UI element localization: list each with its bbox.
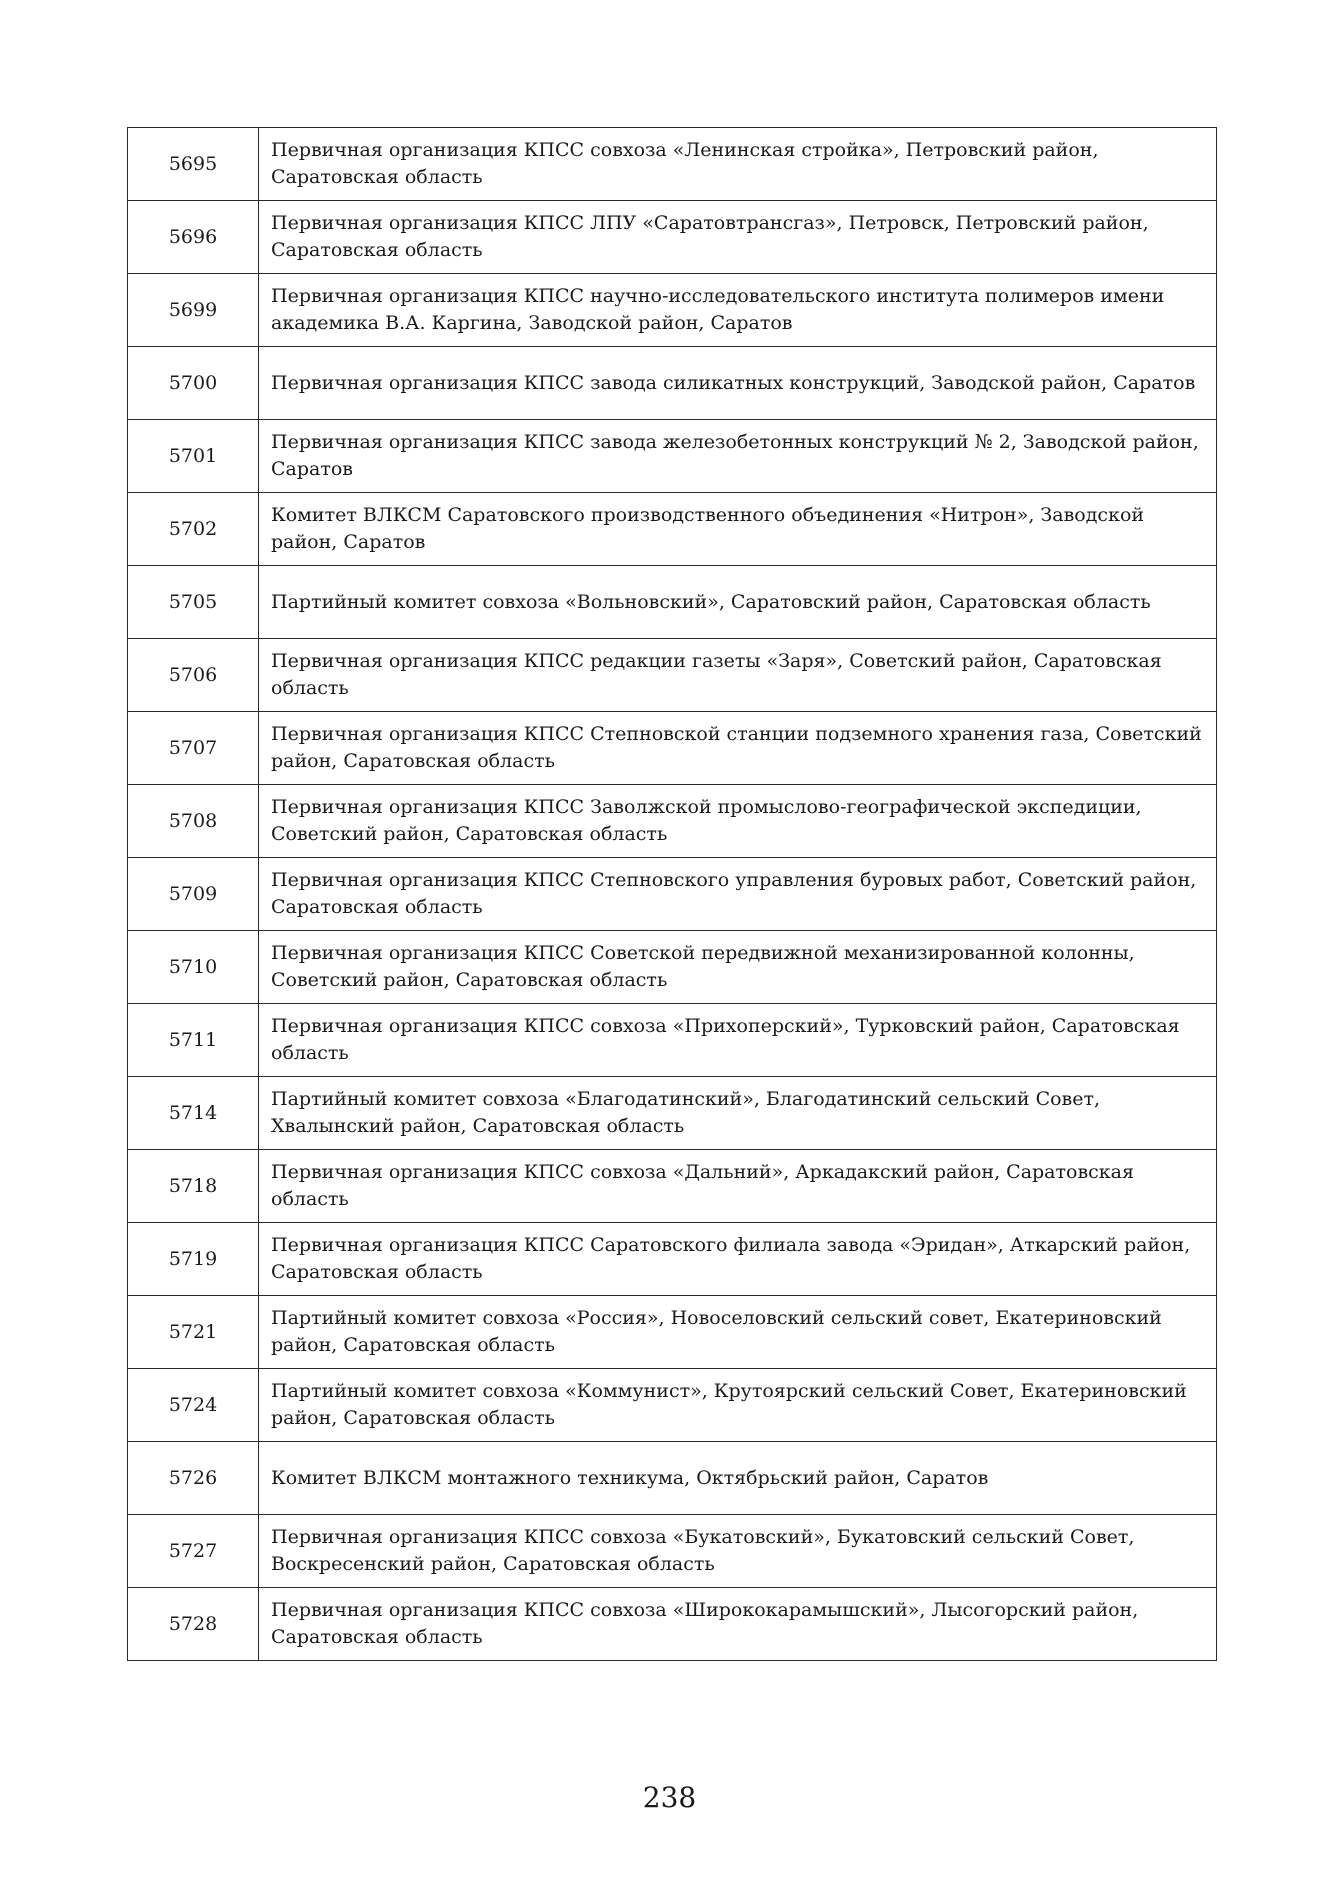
fund-number: 5699 xyxy=(128,274,259,347)
table-row xyxy=(128,566,1217,639)
fund-description: Партийный комитет совхоза «Благодатинский», Благодатинский сельский Совет, Хвалынский район, Саратовская область xyxy=(259,1077,1217,1150)
fund-description: Комитет ВЛКСМ монтажного техникума, Октябрьский район, Саратов xyxy=(259,1442,1217,1515)
fund-description: Первичная организация КПСС Советской передвижной механизированной колонны, Советский район, Саратовская область xyxy=(259,931,1217,1004)
table-row xyxy=(128,128,1217,201)
fund-description: Первичная организация КПСС совхоза «Дальний», Аркадакский район, Саратовская область xyxy=(259,1150,1217,1223)
fund-number: 5696 xyxy=(128,201,259,274)
fund-number: 5702 xyxy=(128,493,259,566)
fund-number: 5727 xyxy=(128,1515,259,1588)
fund-description: Первичная организация КПСС Саратовского филиала завода «Эридан», Аткарский район, Саратовская область xyxy=(259,1223,1217,1296)
fund-description: Первичная организация КПСС совхоза «Ширококарамышский», Лысогорский район, Саратовская область xyxy=(259,1588,1217,1661)
page-number: 238 xyxy=(642,1781,697,1814)
fund-list-body xyxy=(128,128,1217,1661)
table-row xyxy=(128,274,1217,347)
table-row xyxy=(128,1296,1217,1369)
table-row xyxy=(128,493,1217,566)
fund-description: Первичная организация КПСС Степновской станции подземного хранения газа, Советский район, Саратовская область xyxy=(259,712,1217,785)
fund-description: Первичная организация КПСС ЛПУ «Саратовтрансгаз», Петровск, Петровский район, Саратовская область xyxy=(259,201,1217,274)
table-row xyxy=(128,712,1217,785)
fund-number: 5695 xyxy=(128,128,259,201)
fund-number: 5714 xyxy=(128,1077,259,1150)
fund-description: Первичная организация КПСС совхоза «Прихоперский», Турковский район, Саратовская область xyxy=(259,1004,1217,1077)
fund-description: Партийный комитет совхоза «Коммунист», Крутоярский сельский Совет, Екатериновский район, Саратовская область xyxy=(259,1369,1217,1442)
table-row xyxy=(128,1369,1217,1442)
fund-number: 5710 xyxy=(128,931,259,1004)
fund-number: 5721 xyxy=(128,1296,259,1369)
table-row xyxy=(128,1150,1217,1223)
fund-number: 5711 xyxy=(128,1004,259,1077)
fund-number: 5701 xyxy=(128,420,259,493)
fund-number: 5700 xyxy=(128,347,259,420)
fund-description: Партийный комитет совхоза «Вольновский», Саратовский район, Саратовская область xyxy=(259,566,1217,639)
table-row xyxy=(128,1223,1217,1296)
fund-description: Первичная организация КПСС совхоза «Букатовский», Букатовский сельский Совет, Воскресенский район, Саратовская область xyxy=(259,1515,1217,1588)
fund-number: 5718 xyxy=(128,1150,259,1223)
table-row xyxy=(128,858,1217,931)
fund-description: Первичная организация КПСС завода железобетонных конструкций № 2, Заводской район, Саратов xyxy=(259,420,1217,493)
fund-number: 5705 xyxy=(128,566,259,639)
fund-description: Комитет ВЛКСМ Саратовского производственного объединения «Нитрон», Заводской район, Саратов xyxy=(259,493,1217,566)
fund-description: Партийный комитет совхоза «Россия», Новоселовский сельский совет, Екатериновский район, Саратовская область xyxy=(259,1296,1217,1369)
table-row xyxy=(128,785,1217,858)
fund-description: Первичная организация КПСС завода силикатных конструкций, Заводской район, Саратов xyxy=(259,347,1217,420)
fund-number: 5708 xyxy=(128,785,259,858)
fund-number: 5706 xyxy=(128,639,259,712)
fund-description: Первичная организация КПСС научно-исследовательского института полимеров имени академика В.А. Каргина, Заводской район, Саратов xyxy=(259,274,1217,347)
fund-number: 5709 xyxy=(128,858,259,931)
fund-description: Первичная организация КПСС Степновского управления буровых работ, Советский район, Саратовская область xyxy=(259,858,1217,931)
table-row xyxy=(128,931,1217,1004)
table-row xyxy=(128,201,1217,274)
fund-description: Первичная организация КПСС Заволжской промыслово-географической экспедиции, Советский район, Саратовская область xyxy=(259,785,1217,858)
table-row xyxy=(128,420,1217,493)
fund-list-table xyxy=(127,127,1217,1661)
fund-description: Первичная организация КПСС совхоза «Ленинская стройка», Петровский район, Саратовская область xyxy=(259,128,1217,201)
fund-number: 5724 xyxy=(128,1369,259,1442)
fund-number: 5719 xyxy=(128,1223,259,1296)
table-row xyxy=(128,1588,1217,1661)
table-row xyxy=(128,1004,1217,1077)
table-row xyxy=(128,639,1217,712)
table-row xyxy=(128,347,1217,420)
fund-description: Первичная организация КПСС редакции газеты «Заря», Советский район, Саратовская область xyxy=(259,639,1217,712)
fund-number: 5728 xyxy=(128,1588,259,1661)
fund-number: 5707 xyxy=(128,712,259,785)
fund-number: 5726 xyxy=(128,1442,259,1515)
table-row xyxy=(128,1515,1217,1588)
table-row xyxy=(128,1442,1217,1515)
table-row xyxy=(128,1077,1217,1150)
